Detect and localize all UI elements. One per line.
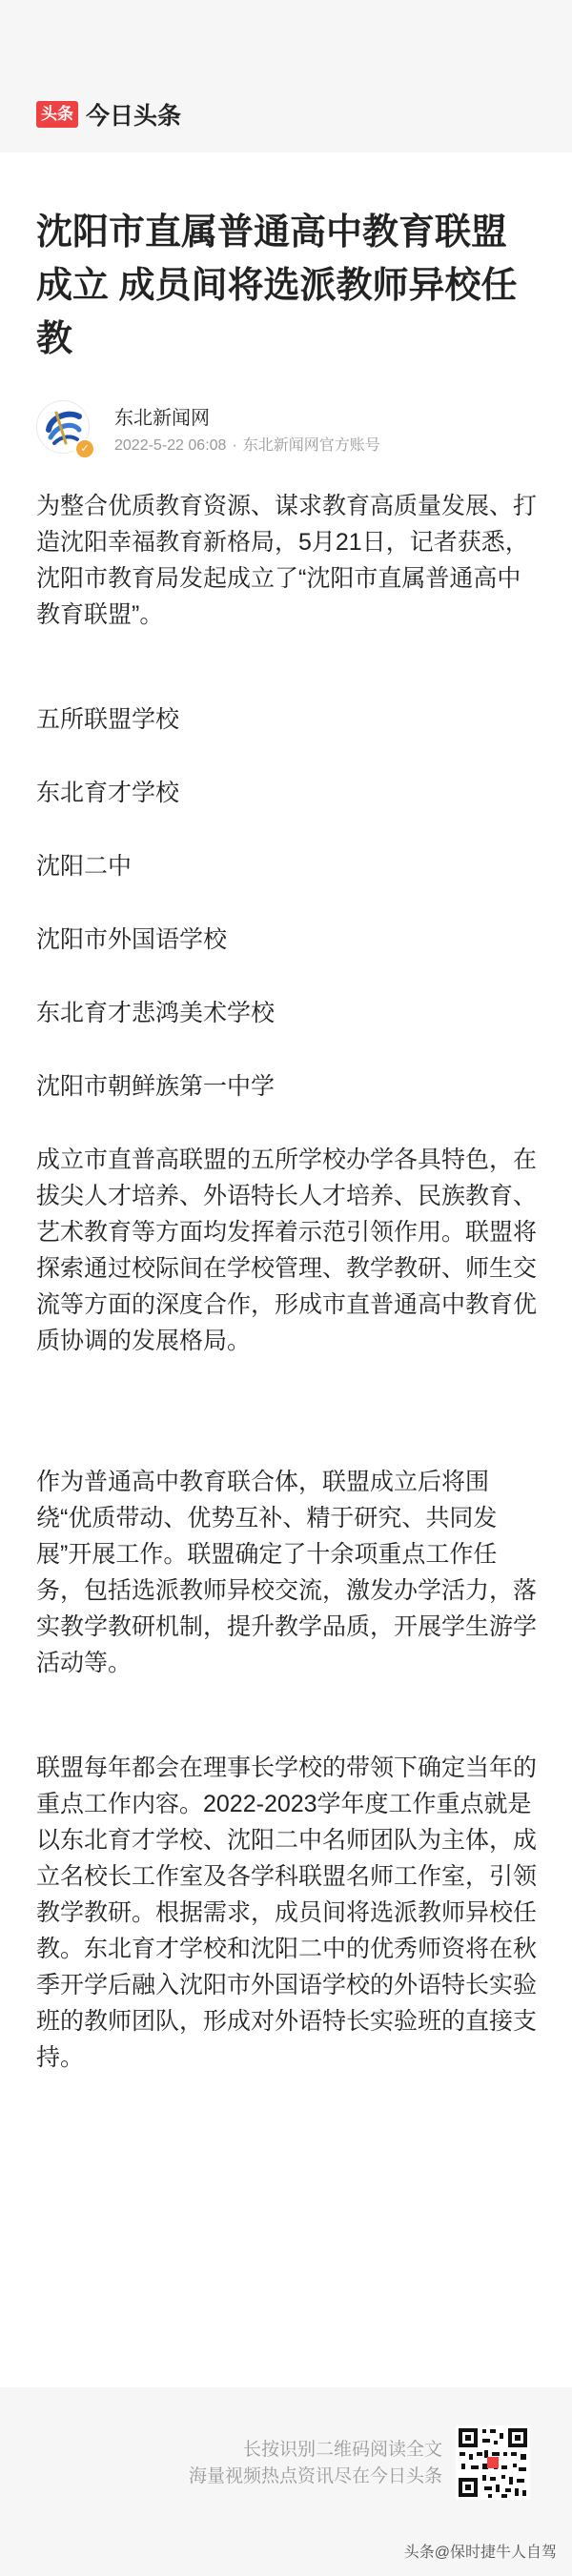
paragraph-heading: 五所联盟学校 [36,706,180,733]
school-item: 沈阳二中 [36,853,133,880]
school-item: 沈阳市外国语学校 [36,926,228,953]
brand-badge: 头条 [36,101,78,128]
paragraph-body: 联盟每年都会在理事长学校的带领下确定当年的重点工作内容。2022-2023学年度工作重点就是以东北育才学校、沈阳二中名师团队为主体，成立名校长工作室及各学科联盟名师工作室，引领教学教研。根据需求，成员间将选派教师异校任教。东北育才学校和沈阳二中的优秀师资将在秋季开学后融入沈阳市外国语学校的外语特长实验班的教师团队，形成对外语特长实验班的直接支持。 [36,1755,538,2071]
footer-line-1: 长按识别二维码阅读全文 [242,2440,442,2460]
school-item: 东北育才学校 [36,780,180,806]
watermark: 头条@保时捷牛人自驾 [403,2545,557,2561]
author-name[interactable]: 东北新闻网 [114,408,210,429]
author-block[interactable] [36,400,541,457]
author-meta [114,433,380,455]
footer-text [189,2437,442,2490]
app-header [0,0,572,152]
brand-name: 今日头条 [86,103,182,130]
article-title: 沈阳市直属普通高中教育联盟成立 成员间将选派教师异校任教 [36,213,518,359]
toutiao-brand[interactable] [36,97,181,132]
author-account: 东北新闻网官方账号 [242,437,380,454]
school-item: 沈阳市朝鲜族第一中学 [36,1073,276,1100]
school-item: 东北育才悲鸿美术学校 [36,1000,276,1026]
paragraph-body: 成立市直普高联盟的五所学校办学各具特色，在拔尖人才培养、外语特长人才培养、民族教育、艺术教育等方面均发挥着示范引领作用。联盟将探索通过校际间在学校管理、教学教研、师生交流等方面的深度合作，形成市直普通高中教育优质协调的发展格局。 [36,1146,538,1354]
meta-separator: · [232,437,237,454]
qr-code-svg [456,2425,530,2500]
paragraph-body: 作为普通高中教育联合体，联盟成立后将围绕“优质带动、优势互补、精于研究、共同发展”开展工作。联盟确定了十余项重点工作任务，包括选派教师异校交流，激发办学活力，落实教学教研机制，提升教学品质，开展学生游学活动等。 [36,1469,538,1676]
publish-datetime: 2022-5-22 06:08 [114,437,227,454]
verified-badge-icon: ✓ [74,438,95,459]
qr-code-icon[interactable] [456,2425,530,2500]
paragraph-intro: 为整合优质教育资源、谋求教育高质量发展、打造沈阳幸福教育新格局，5月21日，记者获悉，沈阳市教育局发起成立了“沈阳市直属普通高中教育联盟”。 [36,493,538,628]
footer-line-2: 海量视频热点资讯尽在今日头条 [188,2466,442,2486]
